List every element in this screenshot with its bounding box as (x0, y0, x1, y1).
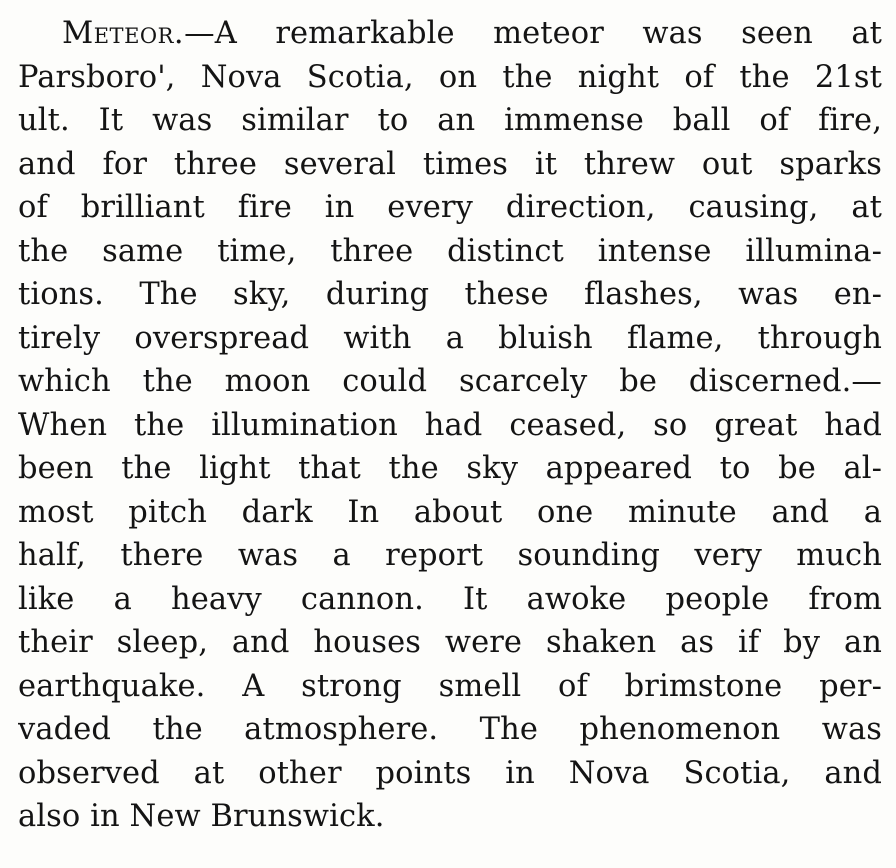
article-line-6: the same time, three distinct intense illumina- (18, 233, 882, 269)
article-line-1 (18, 12, 882, 56)
article-line-3: ult. It was similar to an immense ball of fire, (18, 103, 882, 138)
article-line-17: vaded the atmosphere. The phenomenon was (18, 712, 882, 747)
article-line-13: half, there was a report sounding very much (18, 538, 882, 573)
article-line-1-text: —A remarkable meteor was seen at (184, 16, 882, 51)
article-line-8: tirely overspread with a bluish flame, through (18, 320, 882, 356)
article-line-9: which the moon could scarcely be discerned.— (18, 364, 882, 399)
article-line-15: their sleep, and houses were shaken as if by an (18, 625, 882, 660)
article-line-7: tions. The sky, during these flashes, was en- (18, 277, 882, 312)
article-line-16: earthquake. A strong smell of brimstone per- (18, 668, 882, 704)
article-line-12: most pitch dark In about one minute and a (18, 494, 882, 530)
article-line-14: like a heavy cannon. It awoke people from (18, 581, 882, 617)
article-paragraph (18, 12, 882, 839)
article-line-19: also in New Brunswick. (18, 799, 385, 834)
article-line-5: of brilliant fire in every direction, causing, at (18, 190, 882, 225)
article-line-10: When the illumination had ceased, so great had (18, 407, 882, 443)
article-line-4: and for three several times it threw out sparks (18, 146, 882, 182)
article-line-18: observed at other points in Nova Scotia, and (18, 755, 882, 791)
article-line-2: Parsboro', Nova Scotia, on the night of the 21st (18, 59, 882, 95)
article-line-11: been the light that the sky appeared to be al- (18, 451, 882, 486)
article-headword: Meteor. (62, 16, 185, 51)
